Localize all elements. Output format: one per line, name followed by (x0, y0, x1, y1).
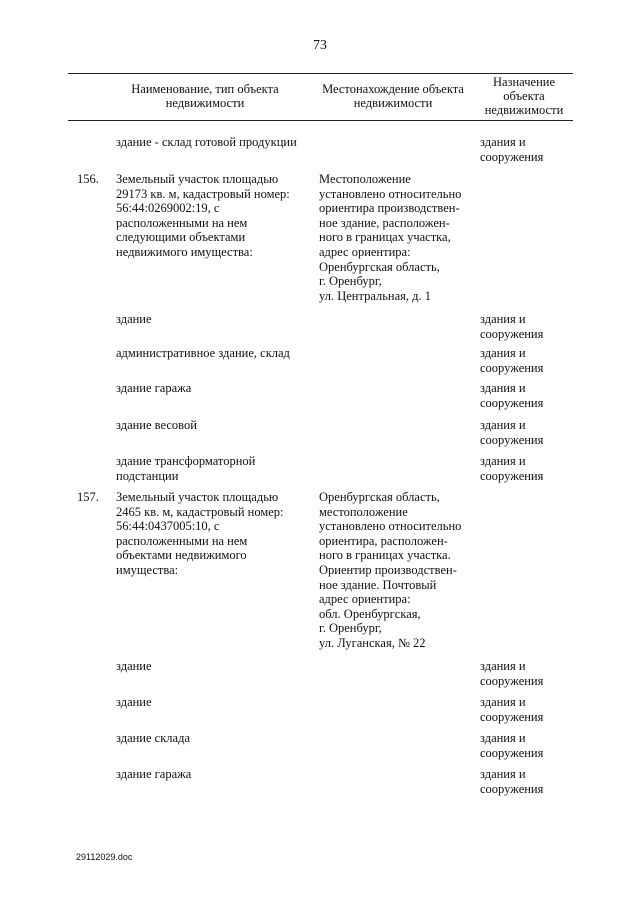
purpose-cell-line: здания и (480, 312, 526, 326)
header-col-location-line: Местонахождение объекта (322, 82, 464, 96)
location-cell-line: ориентира, расположен- (319, 533, 448, 548)
purpose-cell-line: сооружения (480, 673, 544, 688)
purpose-cell (480, 695, 570, 724)
object-name-cell (116, 381, 312, 396)
location-cell-line: ул. Центральная, д. 1 (319, 288, 432, 303)
header-col-location (313, 82, 473, 110)
location-cell-line: г. Оренбург, (319, 621, 382, 636)
purpose-cell-line: сооружения (480, 468, 544, 483)
object-name-cell-line: объектами недвижимого (116, 548, 247, 563)
location-cell-line: адрес ориентира: (319, 592, 411, 607)
object-name-cell-line: Земельный участок площадью (116, 490, 279, 504)
header-col-name-line: недвижимости (165, 96, 245, 110)
object-name-cell (116, 346, 312, 361)
location-cell-line: ное здание. Почтовый (319, 577, 437, 592)
header-col-location-line: недвижимости (353, 96, 433, 110)
object-name-cell-line: 56:44:0437005:10, с (116, 519, 220, 534)
object-name-cell-line: здание трансформаторной (116, 454, 256, 468)
object-name-cell (116, 312, 312, 327)
row-number: 157. (77, 490, 99, 504)
object-name-cell-line: Земельный участок площадью (116, 172, 279, 186)
location-cell (319, 172, 477, 303)
location-cell-line: адрес ориентира: (319, 244, 411, 259)
object-name-cell (116, 172, 312, 260)
object-name-cell-line: 2465 кв. м, кадастровый номер: (116, 504, 284, 519)
object-name-cell (116, 490, 312, 578)
location-cell-line: ориентира производствен- (319, 201, 460, 216)
object-name-cell-line: здание склада (116, 731, 190, 745)
object-name-cell-line: здание гаража (116, 381, 192, 395)
object-name-cell-line: здание гаража (116, 767, 192, 781)
location-cell-line: г. Оренбург, (319, 274, 382, 289)
location-cell-line: установлено относительно (319, 519, 462, 534)
object-name-cell-line: расположенными на нем (116, 533, 248, 548)
object-name-cell (116, 418, 312, 433)
header-col-name (105, 82, 305, 110)
object-name-cell (116, 767, 312, 782)
object-name-cell-line: здание (116, 659, 152, 673)
location-cell-line: ул. Луганская, № 22 (319, 635, 426, 650)
header-col-purpose-line: объекта (503, 89, 545, 103)
purpose-cell-line: сооружения (480, 360, 544, 375)
location-cell-line: Оренбургская область, (319, 490, 440, 504)
purpose-cell-line: здания и (480, 695, 526, 709)
location-cell (319, 490, 477, 651)
object-name-cell-line: здание (116, 312, 152, 326)
purpose-cell-line: здания и (480, 418, 526, 432)
object-name-cell-line: расположенными на нем (116, 215, 248, 230)
purpose-cell (480, 135, 570, 164)
purpose-cell-line: здания и (480, 454, 526, 468)
purpose-cell-line: сооружения (480, 709, 544, 724)
purpose-cell-line: сооружения (480, 395, 544, 410)
location-cell-line: ного в границах участка, (319, 230, 451, 245)
purpose-cell-line: здания и (480, 731, 526, 745)
purpose-cell-line: сооружения (480, 149, 544, 164)
object-name-cell-line: подстанции (116, 468, 179, 483)
purpose-cell-line: здания и (480, 135, 526, 149)
object-name-cell-line: здание весовой (116, 418, 197, 432)
object-name-cell-line: здание (116, 695, 152, 709)
page-number: 73 (313, 38, 327, 53)
purpose-cell-line: сооружения (480, 745, 544, 760)
object-name-cell-line: недвижимого имущества: (116, 244, 253, 259)
purpose-cell (480, 659, 570, 688)
location-cell-line: обл. Оренбургская, (319, 606, 421, 621)
location-cell-line: ного в границах участка. (319, 548, 451, 563)
object-name-cell (116, 695, 312, 710)
location-cell-line: Местоположение (319, 172, 411, 186)
location-cell-line: Оренбургская область, (319, 259, 440, 274)
purpose-cell-line: сооружения (480, 781, 544, 796)
purpose-cell (480, 454, 570, 483)
purpose-cell-line: здания и (480, 381, 526, 395)
header-col-purpose (478, 75, 570, 117)
object-name-cell (116, 135, 312, 150)
object-name-cell-line: административное здание, склад (116, 346, 290, 360)
header-col-purpose-line: недвижимости (484, 103, 564, 117)
purpose-cell (480, 731, 570, 760)
object-name-cell-line: следующими объектами (116, 230, 246, 245)
header-top-rule (68, 73, 573, 74)
purpose-cell-line: здания и (480, 346, 526, 360)
location-cell-line: установлено относительно (319, 186, 462, 201)
object-name-cell (116, 659, 312, 674)
purpose-cell (480, 767, 570, 796)
object-name-cell (116, 731, 312, 746)
object-name-cell-line: имущества: (116, 562, 179, 577)
object-name-cell-line: 56:44:0269002:19, с (116, 201, 220, 216)
purpose-cell-line: здания и (480, 767, 526, 781)
purpose-cell-line: сооружения (480, 326, 544, 341)
object-name-cell-line: здание - склад готовой продукции (116, 135, 297, 149)
row-number: 156. (77, 172, 99, 186)
header-col-name-line: Наименование, тип объекта (131, 82, 279, 96)
purpose-cell-line: сооружения (480, 432, 544, 447)
header-bottom-rule (68, 120, 573, 121)
footer-filename: 29112029.doc (76, 852, 133, 862)
location-cell-line: местоположение (319, 504, 408, 519)
purpose-cell (480, 381, 570, 410)
purpose-cell (480, 346, 570, 375)
purpose-cell (480, 312, 570, 341)
header-col-purpose-line: Назначение (492, 75, 555, 89)
purpose-cell-line: здания и (480, 659, 526, 673)
location-cell-line: Ориентир производствен- (319, 562, 457, 577)
object-name-cell-line: 29173 кв. м, кадастровый номер: (116, 186, 290, 201)
location-cell-line: ное здание, расположен- (319, 215, 450, 230)
purpose-cell (480, 418, 570, 447)
object-name-cell (116, 454, 312, 483)
